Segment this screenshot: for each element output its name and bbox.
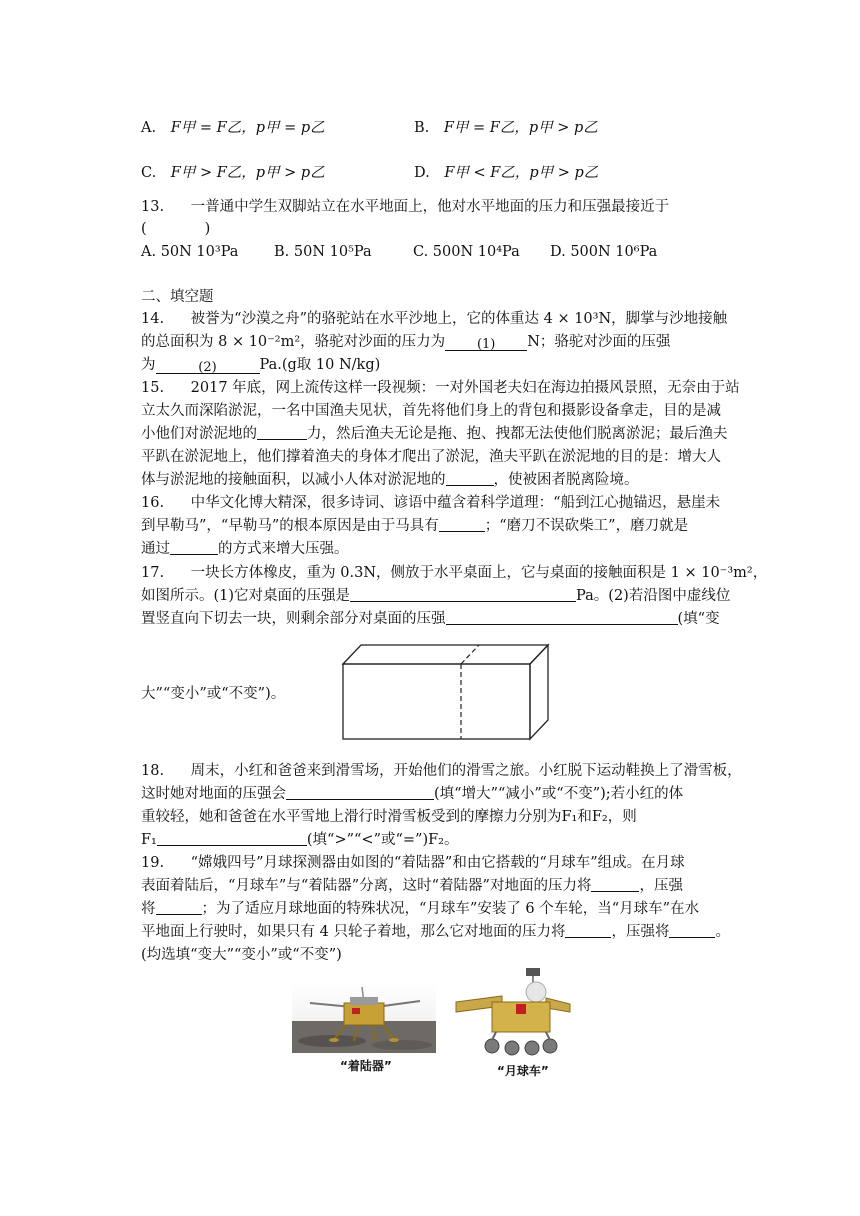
q12-option-a-letter: A. [141, 120, 157, 136]
lander-caption: “着陆器” [340, 1059, 392, 1073]
q19-line-3 [141, 898, 721, 920]
q15-blank-1[interactable] [257, 423, 307, 440]
q17-line-2 [141, 585, 731, 607]
q14-text-3a: 为 [141, 357, 156, 373]
eraser-front-face [343, 664, 530, 739]
q14-text-2b: N；骆驼对沙面的压强 [527, 334, 671, 350]
q18-line-3: 重较轻，她和爸爸在水平雪地上滑行时滑雪板受到的摩擦力分别为F₁和F₂，则 [141, 809, 637, 825]
q19-text-4a: 平地面上行驶时，如果只有 4 只轮子着地，那么它对地面的压力将 [141, 924, 566, 940]
q15-text-5a: 体与淤泥地的接触面积，以减小人体对淤泥地的 [141, 472, 446, 488]
q16-text-2a: 到早勒马”，“早勒马”的根本原因是由于马具有 [141, 518, 439, 534]
q16-text-3b: 的方式来增大压强。 [218, 541, 349, 557]
q13-paren: ( ) [141, 221, 211, 237]
q18-text-1: 周末，小红和爸爸来到滑雪场，开始他们的滑雪之旅。小红脱下运动鞋换上了滑雪板， [190, 763, 742, 779]
q16-blank-2[interactable] [170, 538, 218, 555]
q16-line-2 [141, 515, 721, 537]
q19-text-2a: 表面着陆后，“月球车”与“着陆器”分离，这时“着陆器”对地面的压力将 [141, 878, 592, 894]
q18-line-4 [141, 829, 721, 851]
q17-line-4: 大”“变小”或“不变”)。 [141, 686, 286, 702]
q16-text-3a: 通过 [141, 541, 170, 557]
q16-text-2b: ；“磨刀不误砍柴工”，磨刀就是 [484, 518, 689, 534]
q17-blank-1[interactable] [350, 585, 576, 602]
q15-line-5 [141, 469, 721, 491]
q15-text-5b: ，使被困者脱离险境。 [493, 472, 639, 488]
q18-line-1 [141, 760, 742, 782]
q13-option-a: A. 50N 10³Pa [141, 244, 239, 260]
q19-blank-4[interactable] [669, 921, 715, 938]
q17-blank-2[interactable] [446, 608, 678, 625]
rover-image [452, 962, 574, 1062]
q12-option-c [141, 162, 325, 184]
q18-text-2b: (填“增大”“减小”或“不变”);若小红的体 [434, 786, 684, 802]
q17-text-3a: 置竖直向下切去一块，则剩余部分对桌面的压强 [141, 611, 446, 627]
q17-text-1: 一块长方体橡皮，重为 0.3N，侧放于水平桌面上，它与桌面的接触面积是 1 × 10⁻³m²， [190, 565, 768, 581]
q12-option-c-letter: C. [141, 165, 157, 181]
q15-text-3b: 力，然后渔夫无论是拖、抱、拽都无法使他们脱离淤泥；最后渔夫 [307, 426, 728, 442]
q14-blank-2[interactable]: (2) [156, 357, 260, 374]
q15-text-1: 2017 年底，网上流传这样一段视频：一对外国老夫妇在海边拍摄风景照，无奈由于站 [190, 380, 740, 396]
q13-number: 13. [141, 199, 165, 215]
q19-text-3b: ；为了适应月球地面的特殊状况，“月球车”安装了 6 个车轮，当“月球车”在水 [201, 901, 700, 917]
q12-option-d [414, 162, 598, 184]
q14-blank-1[interactable]: (1) [445, 334, 527, 351]
q18-text-4a: F₁ [141, 832, 157, 848]
q19-line-2 [141, 875, 721, 897]
q15-number: 15. [141, 380, 165, 396]
q15-line-1 [141, 377, 740, 399]
q13-text: 一普通中学生双脚站立在水平地面上，他对水平地面的压力和压强最接近于 [190, 199, 670, 215]
q12-option-b [414, 117, 598, 139]
q15-line-2: 立太久而深陷淤泥，一名中国渔夫见状，首先将他们身上的背包和摄影设备拿走，目的是减 [141, 403, 721, 419]
q19-blank-3[interactable] [565, 921, 611, 938]
q14-text-3b: Pa.(g取 10 N/kg) [259, 357, 381, 373]
q19-text-2b: ，压强 [639, 878, 683, 894]
q19-blank-1[interactable] [591, 875, 639, 892]
q17-number: 17. [141, 565, 165, 581]
q13-option-d: D. 500N 10⁶Pa [550, 244, 658, 260]
eraser-figure [340, 640, 554, 742]
q14-line-2 [141, 331, 721, 353]
q19-blank-2[interactable] [156, 898, 202, 915]
q18-number: 18. [141, 763, 165, 779]
q12-option-a-text: F甲 = F乙，p甲 = p乙 [170, 120, 325, 136]
q14-text-1: 被誉为“沙漠之舟”的骆驼站在水平沙地上，它的体重达 4 × 10³N，脚掌与沙地接触 [190, 311, 728, 327]
q14-text-2a: 的总面积为 8 × 10⁻²m²，骆驼对沙面的压力为 [141, 334, 446, 350]
q19-text-4c: 。 [715, 924, 730, 940]
q17-text-2b: Pa。(2)若沿图中虚线位 [576, 588, 731, 604]
q16-line-3 [141, 538, 721, 560]
q12-option-a [141, 117, 325, 139]
q18-line-2 [141, 783, 721, 805]
q19-text-1: “嫦娥四号”月球探测器由如图的“着陆器”和由它搭载的“月球车”组成。在月球 [190, 855, 685, 871]
q16-text-1: 中华文化博大精深，很多诗词、谚语中蕴含着科学道理：“船到江心抛锚迟，悬崖未 [190, 495, 721, 511]
q19-text-4b: ，压强将 [611, 924, 670, 940]
q19-line-5: (均选填“变大”“变小”或“不变”) [141, 947, 342, 963]
q17-text-2a: 如图所示。(1)它对桌面的压强是 [141, 588, 351, 604]
q19-line-1 [141, 852, 721, 874]
q19-text-3a: 将 [141, 901, 156, 917]
section-title: 二、填空题 [141, 289, 214, 305]
q12-option-d-text: F甲 < F乙，p甲 > p乙 [444, 165, 599, 181]
q12-option-b-letter: B. [414, 120, 430, 136]
q15-line-3 [141, 423, 728, 445]
q16-number: 16. [141, 495, 165, 511]
q13-option-b: B. 50N 10⁵Pa [274, 244, 372, 260]
q15-text-3a: 小他们对淤泥地的 [141, 426, 257, 442]
q19-line-4 [141, 921, 730, 943]
q15-blank-2[interactable] [446, 469, 494, 486]
q12-option-c-text: F甲 > F乙，p甲 > p乙 [170, 165, 325, 181]
q16-line-1 [141, 492, 721, 514]
rover-caption: “月球车” [497, 1064, 549, 1078]
q18-text-4b: (填“>”“<”或“=”)F₂。 [306, 832, 459, 848]
eraser-top-face [343, 645, 548, 664]
q12-option-d-letter: D. [414, 165, 430, 181]
q12-option-b-text: F甲 = F乙，p甲 > p乙 [443, 120, 598, 136]
q17-text-3b: (填“变 [677, 611, 720, 627]
cut-line-top [461, 645, 479, 664]
q15-line-4: 平趴在淤泥地上，他们撑着渔夫的身体才爬出了淤泥，渔夫平趴在淤泥地的目的是：增大人 [141, 449, 721, 465]
eraser-side-face [530, 645, 548, 739]
q16-blank-1[interactable] [439, 515, 485, 532]
q18-text-2a: 这时她对地面的压强会 [141, 786, 286, 802]
q18-blank-2[interactable] [157, 829, 307, 846]
q14-line-3 [141, 354, 721, 376]
q13-stem [141, 196, 721, 218]
q14-line-1 [141, 308, 728, 330]
q17-line-3 [141, 608, 721, 630]
q19-number: 19. [141, 855, 165, 871]
lander-image [292, 983, 436, 1053]
q13-option-c: C. 500N 10⁴Pa [413, 244, 520, 260]
q14-number: 14. [141, 311, 165, 327]
q17-line-1 [141, 562, 768, 584]
q18-blank-1[interactable] [286, 783, 434, 800]
